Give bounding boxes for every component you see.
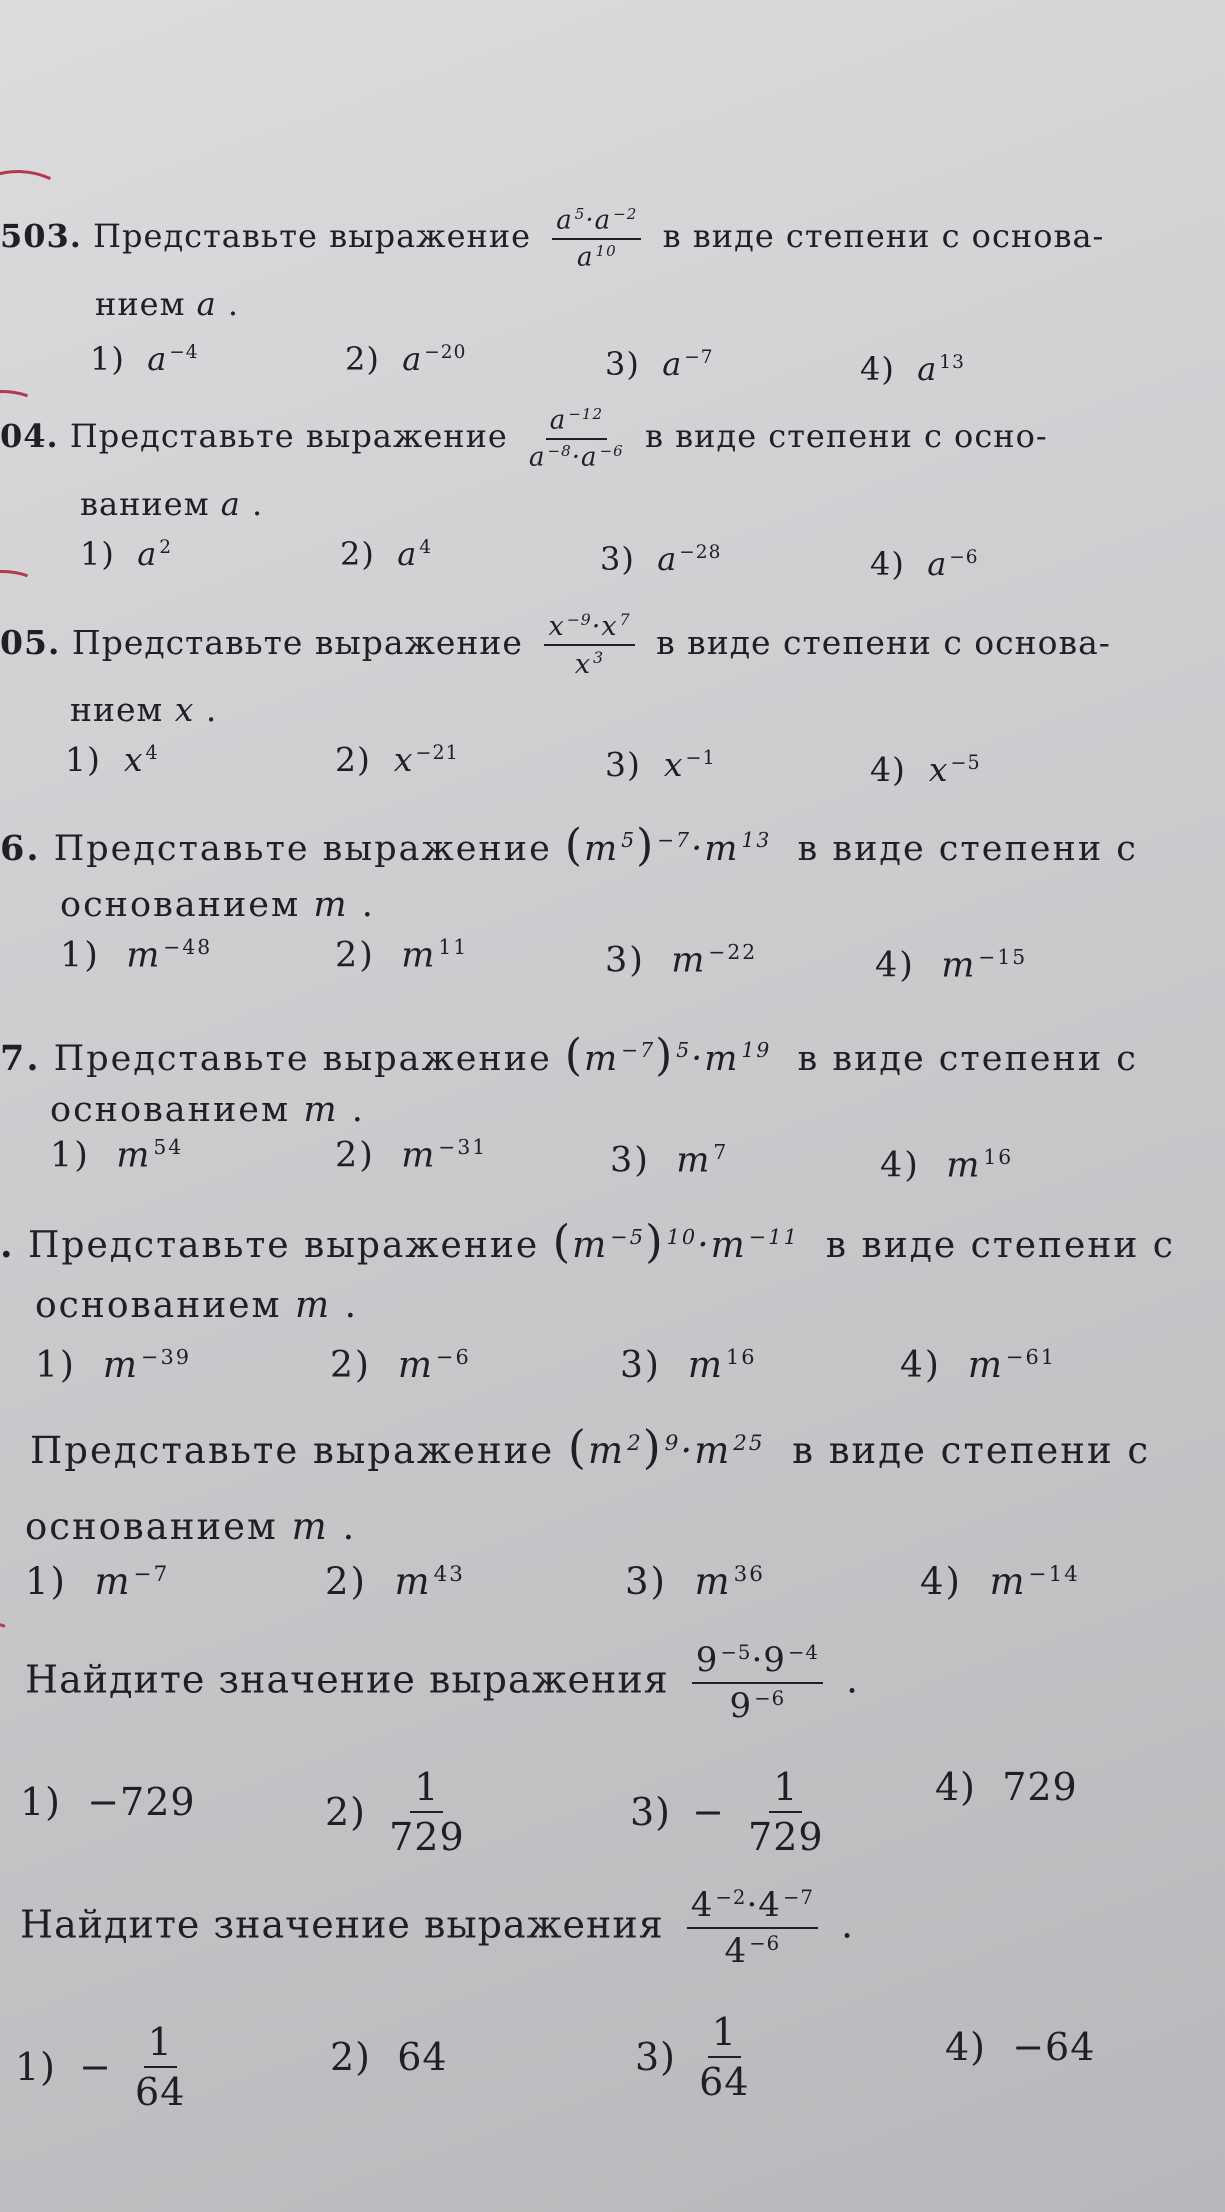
option-4[interactable]: 4) x $^{-5}$	[870, 750, 981, 789]
option-3[interactable]: 3) $m^7$	[610, 1140, 729, 1181]
problem-number: .	[0, 1224, 15, 1266]
fraction: $\frac{a ^{-12}}{a ^{-8}\cdot a ^{-6}}$	[529, 405, 624, 473]
option-2[interactable]: 2) $m^{43}$	[325, 1560, 465, 1603]
option-2[interactable]: 2) x $^{-21}$	[335, 740, 459, 779]
problem-text: Представьте выражение	[53, 829, 552, 869]
option-1[interactable]: 1) $m^{-48}$	[60, 935, 213, 976]
option-2[interactable]: 2) a $^{-20}$	[345, 340, 467, 378]
option-4[interactable]: 4) $m^{16}$	[880, 1145, 1014, 1186]
problem-text: Представьте выражение	[28, 1225, 540, 1266]
option-3[interactable]: 3) x $^{-1}$	[605, 745, 716, 784]
option-4[interactable]: 4) $m^{-14}$	[920, 1560, 1080, 1603]
option-3[interactable]: 3) $m^{16}$	[620, 1345, 757, 1386]
expression: $(m^{-7})^5\cdot m^{19}$	[564, 1030, 772, 1081]
option-4[interactable]: 4) $m^{-61}$	[900, 1345, 1057, 1386]
option-4[interactable]: 4) $m^{-15}$	[875, 945, 1028, 986]
option-3[interactable]: 3) $\frac{1}{64}$	[635, 2010, 750, 2104]
fraction: $\frac{9 ^{-5}\cdot 9 ^{-4}}{9 ^{-6}}$	[692, 1640, 823, 1726]
problem-tail: в виде степени с	[825, 1225, 1175, 1266]
problem-number: 7.	[0, 1038, 41, 1079]
option-2[interactable]: 2) 64	[330, 2035, 448, 2079]
option-3[interactable]: 3) a $^{-7}$	[605, 345, 714, 383]
problem-number: 503.	[0, 217, 82, 256]
option-1[interactable]: 1) $m^{-39}$	[35, 1345, 192, 1386]
problem-tail: в виде степени с	[797, 1039, 1138, 1079]
option-4[interactable]: 4) a $^{-6}$	[870, 545, 979, 583]
option-3[interactable]: 3) $m^{36}$	[625, 1560, 765, 1603]
problem-number: 6.	[0, 828, 41, 869]
option-3[interactable]: 3) − $\frac{1}{729}$	[630, 1765, 824, 1859]
expression: $(m^5)^{-7}\cdot m^{13}$	[564, 820, 772, 871]
problem-tail: в виде степени с	[792, 1429, 1151, 1472]
problem-number: 05.	[0, 623, 61, 662]
problem-tail: в виде степени с осно-	[644, 417, 1048, 456]
option-1[interactable]: 1) − $\frac{1}{64}$	[15, 2020, 186, 2114]
fraction: $\frac{x ^{-9}\cdot x ^7}{x ^3}$	[544, 610, 634, 680]
problem-tail: в виде степени с	[797, 829, 1138, 869]
option-1[interactable]: 1) $m^{54}$	[50, 1135, 184, 1176]
expression: $(m^2)^9\cdot m^{25}$	[567, 1420, 765, 1474]
fraction: $\frac{a ^5\cdot a ^{-2}}{a ^{10}}$	[552, 205, 641, 272]
problem-tail: в виде степени с основа-	[656, 623, 1111, 662]
option-3[interactable]: 3) $m^{-22}$	[605, 940, 758, 981]
problem-text: Представьте выражение	[71, 623, 523, 662]
option-2[interactable]: 2) a $^4$	[340, 535, 433, 573]
fraction: $\frac{4 ^{-2}\cdot 4 ^{-7}}{4 ^{-6}}$	[687, 1885, 818, 1971]
problem-text: Представьте выражение	[93, 217, 532, 256]
worksheet-page: 503. Представьте выражение $\frac{a ^5\cdot a ^{-2}}{a ^{10}}$ в виде степени с основа- нием a . 1) a $^{-4}$ 2) a $^{-20}$ 3) a $^{-7}$ 4) a $^{13}$ 04. Представьте выражение $\frac{a ^{-12}}{a ^{-8}\cdot a ^{-6}}$ в виде степени с осно- ванием a . 1) a $^2$ 2) a $^4$ 3) a $^{-28}$ 4) a $^{-6}$ 05. Представьте выражение $\frac{x ^{-9}\cdot x ^7}{x ^3}$ в виде степени с основа- нием x . 1) x $^4$ 2) x $^{-21}$ 3) x $^{-1}$ 4) x $^{-5}$ 6. Представьте выражение $(m^5)^{-7}\cdot m^{13}$ в виде степени с основанием m . 1) $m^{-48}$ 2) $m^{11}$ 3) $m^{-22}$ 4) $m^{-15}$ 7. Представьте выражение $(m^{-7})^5\cdot m^{19}$ в виде степени с основанием m . 1) $m^{54}$ 2) $m^{-31}$ 3) $m^7$ 4) $m^{16}$ . Представьте выражение $(m^{-5})^{10}\cdot m^{-11}$ в виде степени с основанием m . 1) $m^{-39}$ 2) $m^{-6}$ 3) $m^{16}$ 4) $m^{-61}$ Представьте выражение $(m^2)^9\cdot m^{25}$ в виде степени с основанием m . 1) $m^{-7}$ 2) $m^{43}$ 3) $m^{36}$ 4) $m^{-14}$ Найдите значение выражения $\frac{9 ^{-5}\cdot 9 ^{-4}}{9 ^{-6}}$ . 1) −729 2) $\frac{1}{729}$ 3) − $\frac{1}{729}$ 4) 729 Найдите значение выражения $\frac{4 ^{-2}\cdot 4 ^{-7}}{4 ^{-6}}$ . 1) − $\frac{1}{64}$ 2) 64 3) $\frac{1}{64}$ 4) −64	[0, 0, 1225, 2212]
option-1[interactable]: 1) a $^{-4}$	[90, 340, 199, 378]
problem-text: Представьте выражение	[30, 1429, 555, 1472]
problem-text: Представьте выражение	[69, 417, 508, 456]
problem-text: Найдите значение выражения	[20, 1902, 664, 1947]
option-2[interactable]: 2) $m^{-6}$	[330, 1345, 471, 1386]
option-2[interactable]: 2) $m^{11}$	[335, 935, 469, 976]
option-4[interactable]: 4) 729	[935, 1765, 1078, 1809]
option-3[interactable]: 3) a $^{-28}$	[600, 540, 722, 578]
option-2[interactable]: 2) $m^{-31}$	[335, 1135, 488, 1176]
option-1[interactable]: 1) −729	[20, 1780, 196, 1824]
option-1[interactable]: 1) x $^4$	[65, 740, 159, 779]
option-1[interactable]: 1) a $^2$	[80, 535, 173, 573]
option-4[interactable]: 4) a $^{13}$	[860, 350, 965, 388]
expression: $(m^{-5})^{10}\cdot m^{-11}$	[552, 1215, 799, 1268]
option-2[interactable]: 2) $\frac{1}{729}$	[325, 1765, 465, 1859]
option-1[interactable]: 1) $m^{-7}$	[25, 1560, 170, 1603]
problem-number: 04.	[0, 417, 59, 456]
option-4[interactable]: 4) −64	[945, 2025, 1096, 2069]
problem-tail: в виде степени с основа-	[662, 217, 1105, 256]
problem-text: Найдите значение выражения	[25, 1657, 669, 1702]
problem-text: Представьте выражение	[53, 1039, 552, 1079]
